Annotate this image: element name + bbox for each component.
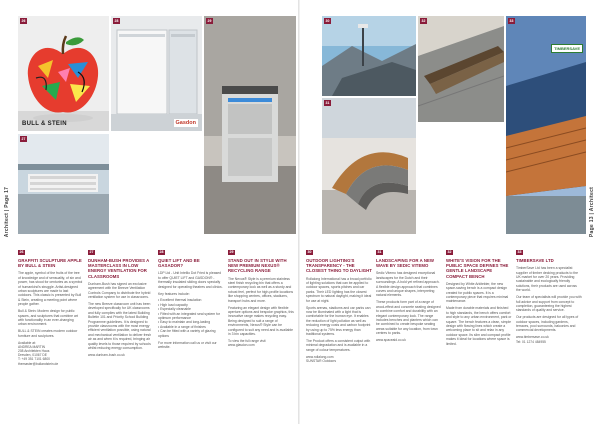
article-30 — [306, 240, 372, 424]
article-contact: www.dunham-bush.co.uk — [88, 352, 125, 357]
recycling-bin-image — [204, 16, 296, 234]
article-title: TIMBERSAVE LTD — [516, 258, 554, 263]
article-29 — [228, 240, 294, 424]
right-page-folio: Page 13 | Architect — [589, 186, 596, 238]
bull-and-stein-logo: BULL & STEIN — [22, 121, 67, 127]
article-body: Made from durable materials and finished to high standards, the bench offers comfort and style to any urban environment, park or square. The bench features a clean, simple design with flowing lines which create a welcoming place to sit and relax in any outdoor space. Its slim and compact profile makes it ideal for locations where space is limited. — [446, 306, 512, 346]
article-body: Designed by White Arkitekter, the new space-saving bench is a compact design created for public spaces. It is a contemporary piece that requires minimal maintenance. — [446, 281, 509, 304]
article-26 — [18, 240, 83, 424]
image-number-badge: 33 — [509, 19, 514, 23]
image-number-badge: 31 — [325, 101, 330, 105]
article-body: LDP Ltd - Unit Intellio Dot Fried is pleased to offer QUIET LIFT and GASDON® - thermally insulated sliding doors specially designed for operating theatres and clinics. — [158, 271, 223, 289]
glasdon-logo: Gasdon — [175, 120, 196, 126]
curved-bench-image — [322, 98, 416, 234]
image-number-badge: 32 — [421, 19, 426, 23]
article-number: 28 — [159, 250, 164, 254]
article-body: Sedic Vitemo has designed exceptional landscapes for the Dutch and their surroundings. A bold yet refined approach. A flexible design approach that combines curves and unique shapes, interpreting natural elements. — [376, 271, 440, 298]
article-28 — [158, 240, 224, 424]
article-body: Key features include: — [158, 291, 190, 296]
image-number-badge: 26 — [21, 19, 26, 23]
article-body: The new Breeze classroom unit has been developed specifically for UK classrooms and fully complies with the latest Building Bulletin 101 and Priority School Building Programme guidelines. It is designed to provide classrooms with the most energy efficient ventilation possible, using natural and mechanical ventilation to deliver fresh air as and when it is required, bringing air quality levels to those required by schools whilst reducing energy consumption. — [88, 301, 152, 350]
article-body: For more information call us or visit our website. — [158, 340, 217, 349]
article-number: 32 — [447, 250, 452, 254]
image-number-badge: 27 — [21, 137, 26, 141]
article-contact: To view the full range visit www.glasdon.com — [228, 338, 266, 348]
image-number-badge: 30 — [325, 19, 330, 23]
left-page-folio: Architect | Page 17 — [4, 186, 11, 238]
article-body: Featuring an elegant design with flexible aperture options and bespoke graphics, this innovative range makes recycling easy. Being designed to suit a range of environments, Nexus® Style can be configured to suit any need and is available in 3 bin capacities. — [228, 305, 294, 336]
article-body: Dunham-Bush has signed an exclusive agreement with the Breeze Ventilation Controls Company to distribute the hybrid ventilation system for use in classrooms. — [88, 281, 151, 300]
ventilation-unit-image — [18, 134, 109, 234]
article-body: Sports arenas, stadiums and car parks can now be illuminated with a light that is comfortable for the human eye. It enables the reduction of light pollution as well as reducing energy costs and carbon footprint by using up to 75% less energy than traditional systems. — [306, 305, 371, 336]
article-33 — [516, 240, 582, 424]
right-page — [300, 0, 600, 424]
article-body: The Nexus® Style is a premium stainless steel finish recycling bin that offers a contemporary look as well as a sturdy and robust feel, perfect for high-profile locations like shopping centres, offices, stadiums, transport hubs and more. — [228, 276, 294, 303]
image-number-badge: 29 — [207, 19, 212, 23]
article-body: Rollalong International has a broad portfolio of lighting solutions that can be applied to outdoor spaces, sports pitches and car parks. Their LED lighting has the closest spectrum to natural daylight, making it ideal for use at night. — [306, 276, 372, 303]
article-title: DUNHAM-BUSH PROVIDES A MASTERCLASS IN LOW ENERGY VENTILATION FOR CLASSROOMS — [88, 258, 150, 279]
article-contact: www.timbersave.co.uk Tel: 01 1274 484955 — [516, 335, 549, 344]
article-body: The apple, symbol of the fruits of the tree of knowledge and of sensuality, of sin and power, has stood for centuries as a symbol of humankind's struggle. Artist-designed urban sculptures are made to last outdoors. This classic is presented by Bull & Stein, creating a meeting point where people gather. — [18, 271, 83, 307]
article-body: These products form part of a range of wood-effect and concrete seating designed to combine comfort and durability with an elegant contemporary look. The range includes benches and planters which can be combined to create bespoke seating areas suitable for any location, from town centres to parks. — [376, 300, 441, 336]
article-contact: www.spaceaid.co.uk — [376, 338, 406, 343]
image-number-badge: 28 — [114, 19, 119, 23]
sliding-door-image — [111, 16, 202, 131]
article-number: 31 — [377, 250, 382, 254]
article-32 — [446, 240, 512, 424]
article-title: QUIET LIFT AND BE GASADOR? — [158, 258, 200, 269]
article-contact: Available at: ANDREA MARTIN 208 Architekten Haus Dresden, 01067 DE T: +49 351 7101 6800 themaster@bullandstein.de — [18, 340, 59, 366]
article-body: Bull & Stein: Modern design for public spaces, and sculptures that combine art with functionality in an ever-changing urban environment. — [18, 309, 78, 327]
article-number: 27 — [89, 250, 94, 254]
article-number: 30 — [307, 250, 312, 254]
article-body: BULL & STEIN creates modern outdoor furniture and sculptures. — [18, 329, 78, 338]
timbersave-logo: TIMBERSAVE — [551, 44, 583, 53]
article-title: STAND OUT IN STYLE WITH NEW PREMIUM NEXUS® RECYCLING RANGE — [228, 258, 287, 274]
article-title: GRAFFITI SCULPTURE APPLE BY BULL & STEIN — [18, 258, 82, 269]
article-body: • Excellent thermal insulation • High load capacity • Especially cleanable • Fitted with an integrated seal system for optimum performance • Easy to maintain and long-lasting • Available in a range of finishes • Can be fitted with a variety of glazing options — [158, 298, 221, 338]
compact-bench-image — [418, 16, 504, 122]
article-body: Our team of specialists will provide you with full advice and support from concept to completion, guaranteeing the highest standards of quality and service. — [516, 295, 582, 313]
article-title: OUTDOOR LIGHTING'S TRANSPARENCY - THE CLOSEST THING TO DAYLIGHT — [306, 258, 372, 274]
article-31 — [376, 240, 442, 424]
apple-sculpture-image — [18, 16, 109, 131]
article-body: TimberSave Ltd has been a specialist supplier of timber decking products to the UK market for over 20 years. Providing sustainable and ecologically friendly solutions, their products are used across the world. — [516, 266, 579, 293]
article-contact: www.rollalong.com SUNSTAR Outdoors — [306, 354, 336, 363]
article-number: 33 — [517, 250, 522, 254]
article-title: WHITE'S VISION FOR THE PUBLIC SPACE DEFINES THE GENTLE LANDSCAPE COMPACT BENCH — [446, 258, 509, 279]
timber-facade-image — [506, 16, 586, 234]
stadium-lighting-image — [322, 16, 416, 96]
article-number: 29 — [229, 250, 234, 254]
article-body: The Product offers a consistent output with minimal degradation and is available in a range of colour temperatures. — [306, 338, 371, 352]
article-27 — [88, 240, 153, 424]
article-number: 26 — [19, 250, 24, 254]
article-body: Our products are designed for all types of outdoor spaces, including gardens, terraces, pool surrounds, balconies and commercial developments. — [516, 315, 579, 333]
article-title: LANDSCAPING FOR A NEW WAVE BY SEDIC VITEMO — [376, 258, 435, 269]
